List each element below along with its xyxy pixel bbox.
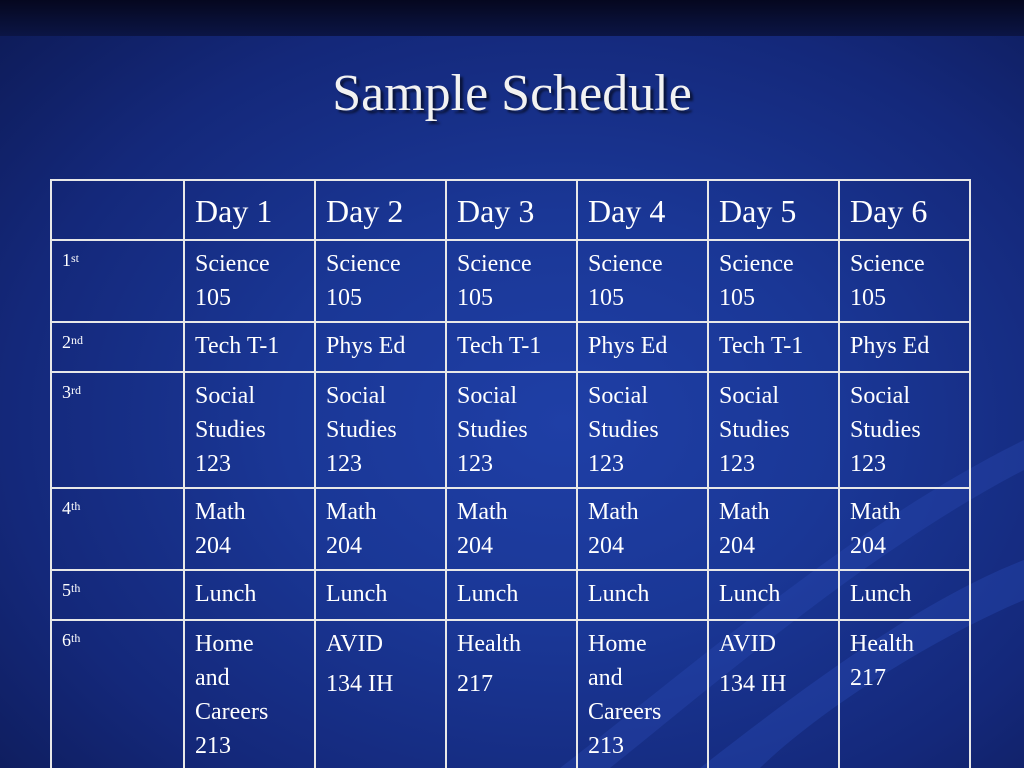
- day-header: Day 6: [839, 180, 970, 240]
- schedule-cell: Health 217: [446, 620, 577, 768]
- period-row: [51, 620, 970, 768]
- period-row: [51, 488, 970, 570]
- schedule-cell: Lunch: [577, 570, 708, 620]
- day-header: Day 2: [315, 180, 446, 240]
- schedule-cell: Lunch: [446, 570, 577, 620]
- slide-top-band: [0, 0, 1024, 36]
- day-header: Day 3: [446, 180, 577, 240]
- schedule-cell: Math 204: [315, 488, 446, 570]
- schedule-cell: Science 105: [839, 240, 970, 322]
- schedule-cell: AVID 134 IH: [708, 620, 839, 768]
- schedule-cell: Lunch: [839, 570, 970, 620]
- header-row: [51, 180, 970, 240]
- schedule-cell: Social Studies 123: [708, 372, 839, 488]
- schedule-cell: Phys Ed: [577, 322, 708, 372]
- schedule-cell: Tech T-1: [446, 322, 577, 372]
- period-label: 1st: [51, 240, 184, 322]
- schedule-cell: Lunch: [315, 570, 446, 620]
- day-header: Day 1: [184, 180, 315, 240]
- schedule-cell: Social Studies 123: [446, 372, 577, 488]
- schedule-cell: Phys Ed: [839, 322, 970, 372]
- schedule-cell: Phys Ed: [315, 322, 446, 372]
- schedule-cell: Science 105: [577, 240, 708, 322]
- period-label: 6th: [51, 620, 184, 768]
- period-row: [51, 570, 970, 620]
- day-header: Day 4: [577, 180, 708, 240]
- schedule-cell: Tech T-1: [708, 322, 839, 372]
- schedule-cell: Social Studies 123: [184, 372, 315, 488]
- schedule-cell: AVID 134 IH: [315, 620, 446, 768]
- schedule-cell: Math 204: [446, 488, 577, 570]
- period-label: 3rd: [51, 372, 184, 488]
- schedule-cell: Home and Careers 213: [184, 620, 315, 768]
- schedule-cell: Social Studies 123: [577, 372, 708, 488]
- period-row: [51, 322, 970, 372]
- schedule-cell: Math 204: [839, 488, 970, 570]
- schedule-cell: Lunch: [708, 570, 839, 620]
- schedule-cell: Science 105: [708, 240, 839, 322]
- schedule-cell: Math 204: [708, 488, 839, 570]
- schedule-cell: Health 217: [839, 620, 970, 768]
- schedule-cell: Math 204: [184, 488, 315, 570]
- period-label: 2nd: [51, 322, 184, 372]
- schedule-cell: Tech T-1: [184, 322, 315, 372]
- schedule-cell: Lunch: [184, 570, 315, 620]
- period-row: [51, 240, 970, 322]
- slide-title: Sample Schedule: [332, 65, 692, 122]
- schedule-cell: Home and Careers 213: [577, 620, 708, 768]
- schedule-cell: Science 105: [446, 240, 577, 322]
- schedule-cell: Science 105: [184, 240, 315, 322]
- day-header: Day 5: [708, 180, 839, 240]
- schedule-cell: Math 204: [577, 488, 708, 570]
- schedule-cell: Science 105: [315, 240, 446, 322]
- corner-cell: [51, 180, 184, 240]
- schedule-table: [50, 179, 971, 768]
- schedule-cell: Social Studies 123: [839, 372, 970, 488]
- period-label: 5th: [51, 570, 184, 620]
- period-row: [51, 372, 970, 488]
- schedule-cell: Social Studies 123: [315, 372, 446, 488]
- period-label: 4th: [51, 488, 184, 570]
